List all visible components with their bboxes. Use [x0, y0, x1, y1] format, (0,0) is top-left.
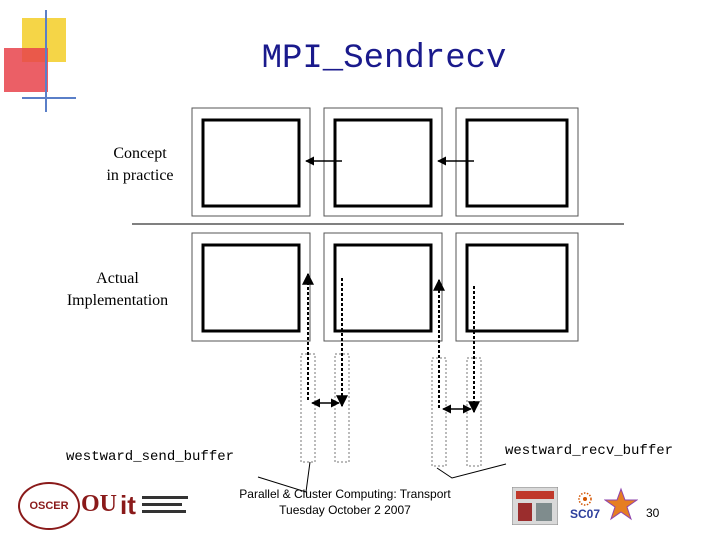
supercomputing-logo-icon — [512, 487, 558, 525]
oscer-logo-text: OSCER — [29, 500, 69, 512]
recv-buffer-callout — [437, 464, 506, 478]
send-buffer-label: westward_send_buffer — [66, 449, 235, 465]
oscer-logo — [18, 482, 80, 530]
sc07-logo-text: SC07 — [569, 507, 601, 521]
star-logo — [604, 487, 638, 523]
footer-caption — [218, 486, 472, 518]
actual-label-line1: Actual — [96, 270, 139, 287]
it-logo-lines-icon — [142, 490, 192, 520]
it-logo — [120, 486, 208, 524]
actual-process-1 — [192, 233, 310, 341]
concept-label-line2: in practice — [106, 167, 174, 184]
ou-logo — [82, 484, 116, 524]
footer-line2: Tuesday October 2 2007 — [279, 503, 411, 517]
ou-logo-text: OU — [81, 490, 117, 517]
it-logo-text: it — [120, 489, 136, 520]
fireworks-icon — [570, 491, 600, 507]
concept-process-2 — [324, 108, 442, 216]
actual-label-line2: Implementation — [66, 292, 169, 309]
star-icon — [604, 487, 638, 523]
supercomputing-logo — [512, 487, 558, 525]
footer-line1: Parallel & Cluster Computing: Transport — [239, 487, 451, 501]
concept-process-1 — [192, 108, 310, 216]
send-buffer-2 — [432, 358, 446, 466]
recv-buffer-label: westward_recv_buffer — [505, 443, 674, 459]
concept-label-line1: Concept — [113, 145, 167, 162]
slide-title: MPI_Sendrecv — [261, 40, 507, 78]
concept-process-3 — [456, 108, 578, 216]
slide-number: 30 — [646, 506, 660, 520]
sc07-logo — [562, 485, 608, 527]
send-buffer-1 — [301, 354, 315, 462]
